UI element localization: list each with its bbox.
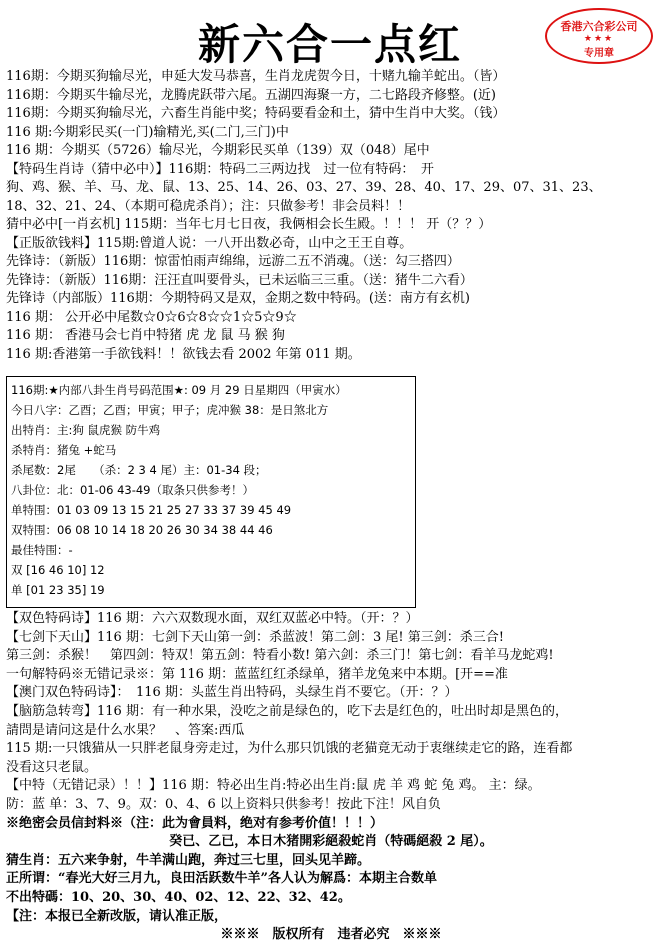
text-line: 第三剑：杀猴！ 第四剑：特双！第五剑：特看小数! 第六剑：杀三门！第七剑：看羊马龙蛇鸡! (6, 648, 554, 664)
text-line: 115 期:一只饿猫从一只胖老鼠身旁走过，为什么那只饥饿的老猫竟无动于衷继续走它的路，连看都 (6, 741, 573, 757)
text-line: 【中特（无错记录）！！】116 期：特必出生肖:特必出生肖:鼠 虎 羊 鸡 蛇 兔 鸡。 主：绿。 (6, 778, 541, 794)
text-line: 請問是请问这是什么水果？ 、答案:西瓜 (6, 722, 245, 738)
page-title: 新六合一点红 (197, 20, 462, 69)
text-line: 116 期： 公开必中尾数☆0☆6☆8☆☆1☆5☆9☆ (6, 309, 297, 325)
kill-note: 癸已、乙已，本日木猪開彩絕殺蛇肖（特碼絕殺 2 尾）。 (169, 834, 493, 850)
text-line: 先锋诗（内部版）116期：今期特码又是双，金期之数中特码。(送：南方有玄机) (6, 291, 470, 306)
exclude-numbers: 不出特碼：10、20、30、40、02、12、22、32、42。 (6, 889, 351, 905)
box-line: 双特围：06 08 10 14 18 20 26 30 34 38 44 46 (11, 523, 273, 537)
box-line: 八卦位：北：01-06 43-49（取条只供参考！） (11, 483, 254, 497)
text-line: 狗、鸡、猴、羊、马、龙、鼠、13、25、14、26、03、27、39、28、40、17、29、07、31、23、 (6, 180, 602, 195)
text-line: 【脑筋急转弯】116 期：有一种水果，没吃之前是绿色的，吃下去是红色的，吐出时却是黑色的， (6, 703, 568, 719)
stamp-line-3: 专用章 (584, 48, 614, 59)
text-line: 没看这只老鼠。 (6, 759, 98, 775)
top-section (6, 68, 656, 364)
box-line: 出特肖：主:狗 鼠虎猴 防牛鸡 (11, 423, 161, 437)
text-line: 一句解特码※无错记录※：第 116 期：蓝蓝红红杀绿单，猪羊龙兔来中本期。[开==准 (6, 666, 508, 682)
official-stamp (545, 8, 653, 64)
copyright-line: ※※※ 版权所有 违者必究 ※※※ (220, 927, 442, 943)
bagua-range-box (6, 376, 416, 608)
text-line: 116 期:香港第一手欲钱料！！欲钱去看 2002 年第 011 期。 (6, 346, 361, 362)
box-line: 单特围：01 03 09 13 15 21 25 27 33 37 39 45 49 (11, 503, 292, 517)
box-line: 今日八字：乙酉；乙酉；甲寅；甲子；虎冲猴 38：是日煞北方 (11, 403, 329, 417)
guess-zodiac: 猜生肖：五六来争射，牛羊满山跑，奔过三七里，回头见羊蹄。 (6, 852, 371, 868)
text-line: 猜中必中[一肖玄机] 115期：当年七月七日夜，我俩相会长生殿。！！！ 开（？？） (6, 217, 492, 232)
box-line: 116期:★内部八卦生肖号码范围★: 09 月 29 日星期四（甲寅水） (11, 383, 347, 397)
box-line: 杀特肖：猪兔 +蛇马 (11, 443, 117, 457)
text-line: 116期：今期买牛输尽光，龙腾虎跃带六尾。五湖四海聚一方，二七路段齐修整。(近) (6, 87, 496, 103)
text-line: 【七剑下天山】116 期：七剑下天山第一剑：杀蓝波！第二剑：3 尾! 第三剑：杀三合! (6, 629, 504, 645)
text-line: 116期：今期买狗输尽光，六畜生肖能中奖；特码要看金和土，猜中生肖中大奖。（钱） (6, 106, 506, 121)
box-line: 单 [01 23 35] 19 (11, 583, 105, 597)
box-line: 双 [16 46 10] 12 (11, 563, 105, 577)
text-line: 18、32、21、24、（本期可稳虎杀肖）；注：只做参考！非会员料！！ (6, 198, 411, 214)
box-line: 杀尾数：2尾 （杀：2 3 4 尾）主：01-34 段； (11, 463, 267, 477)
text-line: 先锋诗：（新版）116期：汪汪直叫要骨头，已未运临三三重。（送：猪牛二六看） (6, 272, 473, 288)
text-line: 116期：今期买狗输尽光，申延大发马恭喜，生肖龙虎贺今日，十赌九输羊蛇出。（皆） (6, 69, 506, 84)
proverb-line: 正所谓：“春光大好三月九，良田活跃数牛羊”各人认为解爲：本期主合数单 (6, 871, 437, 887)
text-line: 116 期:今期彩民买(一门)输精光,买(二门,三门)中 (6, 124, 289, 140)
text-line: 【澳门双色特码诗】： 116 期：头蓝生肖出特码，头绿生肖不要它。（开：？） (6, 685, 458, 701)
text-line: 【双色特码诗】116 期：六六双数现水面，双红双蓝必中特。（开：？） (6, 611, 419, 626)
box-section (7, 377, 415, 600)
notice-line: 【注：本报已全新改版，请认准正版， (6, 908, 228, 924)
text-line: 防：蓝 单：3、7、9。双：0、4、6 以上资料只供参考！按此下注！风自负 (6, 796, 441, 812)
stamp-stars: ★★★ (583, 34, 615, 44)
text-line: 116 期：今期买（5726）输尽光，今期彩民买单（139）双（048）尾中 (6, 143, 430, 158)
bottom-section (6, 610, 656, 945)
vip-note: ※绝密会员信封料※（注：此为會員料，绝对有参考价值！！！） (6, 815, 384, 831)
text-line: 【正版欲钱料】115期:曾道人说：一八开出数必奇，山中之王王自尊。 (6, 235, 413, 251)
stamp-line-1: 香港六合彩公司 (560, 20, 638, 33)
text-line: 116 期： 香港马会七肖中特猪 虎 龙 鼠 马 猴 狗 (6, 328, 285, 343)
text-line: 【特码生肖诗（猜中必中）】116期：特码二三两边找 过一位有特码： 开 (6, 161, 434, 177)
text-line: 先锋诗：（新版）116期：惊雷怕雨声绵绵，远游二五不消魂。（送：勾三搭四） (6, 254, 460, 269)
box-line: 最佳特围：- (11, 543, 73, 557)
